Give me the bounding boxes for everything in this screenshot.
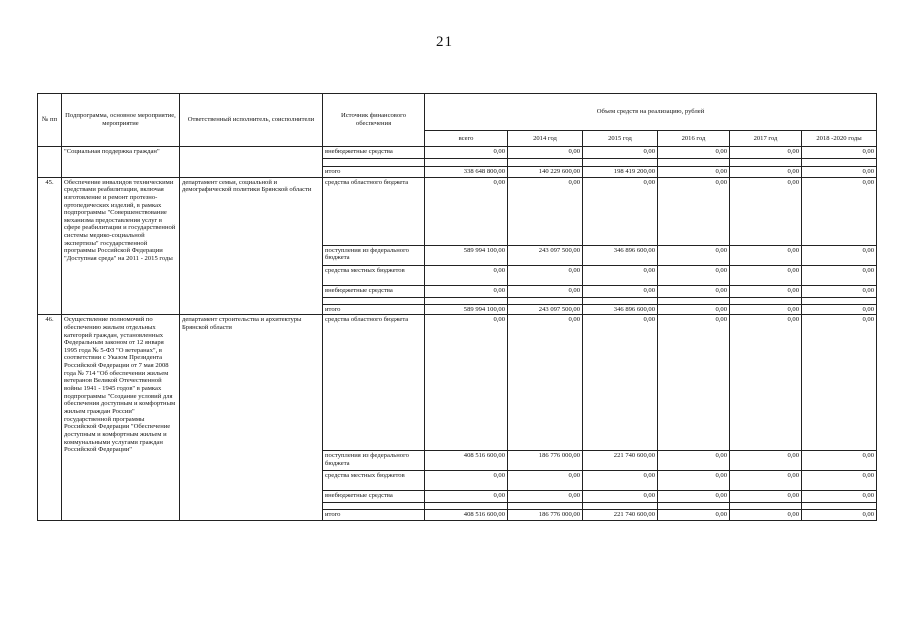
header-year-2015: 2015 год: [583, 131, 658, 147]
source-cell: поступления из федерального бюджета: [323, 451, 425, 471]
value-cell: 0,00: [802, 304, 877, 315]
value-cell: 0,00: [658, 147, 730, 159]
value-cell: 0,00: [802, 510, 877, 521]
source-cell: поступления из федерального бюджета: [323, 245, 425, 265]
value-cell: 0,00: [658, 177, 730, 245]
budget-table: [37, 93, 877, 521]
value-cell: 186 776 000,00: [508, 510, 583, 521]
value-cell: 0,00: [508, 471, 583, 491]
value-cell: 408 516 600,00: [425, 451, 508, 471]
value-cell: [802, 503, 877, 510]
value-cell: [802, 297, 877, 304]
value-cell: 0,00: [730, 285, 802, 297]
source-cell: итого: [323, 167, 425, 178]
value-cell: 589 994 100,00: [425, 304, 508, 315]
value-cell: [802, 159, 877, 167]
header-year-2016: 2016 год: [658, 131, 730, 147]
table-row: [38, 177, 877, 245]
value-cell: [658, 503, 730, 510]
value-cell: 0,00: [583, 285, 658, 297]
value-cell: 0,00: [730, 265, 802, 285]
source-cell: итого: [323, 304, 425, 315]
value-cell: 0,00: [425, 177, 508, 245]
value-cell: 243 097 500,00: [508, 304, 583, 315]
program-cell: "Социальная поддержка граждан": [62, 147, 180, 178]
source-cell: внебюджетные средства: [323, 285, 425, 297]
header-year-2018-2020: 2018 -2020 годы: [802, 131, 877, 147]
value-cell: [583, 159, 658, 167]
value-cell: [730, 159, 802, 167]
value-cell: [583, 503, 658, 510]
value-cell: 186 776 000,00: [508, 451, 583, 471]
value-cell: 0,00: [730, 510, 802, 521]
executor-cell: [180, 147, 323, 178]
value-cell: 0,00: [658, 315, 730, 451]
value-cell: 0,00: [802, 167, 877, 178]
value-cell: 0,00: [583, 147, 658, 159]
value-cell: 221 740 600,00: [583, 451, 658, 471]
value-cell: [583, 297, 658, 304]
value-cell: 0,00: [802, 285, 877, 297]
value-cell: 0,00: [802, 147, 877, 159]
value-cell: 0,00: [583, 491, 658, 503]
value-cell: 346 896 600,00: [583, 245, 658, 265]
value-cell: 0,00: [508, 315, 583, 451]
source-cell: [323, 159, 425, 167]
value-cell: 0,00: [508, 285, 583, 297]
header-year-2017: 2017 год: [730, 131, 802, 147]
value-cell: [425, 297, 508, 304]
value-cell: 0,00: [802, 451, 877, 471]
value-cell: 0,00: [425, 147, 508, 159]
value-cell: 0,00: [802, 265, 877, 285]
program-cell: Осуществление полномочий по обеспечению жильем отдельных категорий граждан, установленных Федеральным законом от 12 января 1995 года № 5-ФЗ "О ветеранах", в соответствии с Указом Президента Российской Федерации от 7 мая 2008 года № 714 "Об обеспечении жильем ветеранов Великой Отечественной войны 1941 - 1945 годов" в рамках подпрограммы "Создание условий для обеспечения доступным и комфортным жильем граждан России" государственной программы Российской Федерации "Обеспечение доступным и комфортным жильем и коммунальными услугами граждан Российской Федерации": [62, 315, 180, 521]
value-cell: 0,00: [802, 315, 877, 451]
source-cell: внебюджетные средства: [323, 147, 425, 159]
value-cell: 0,00: [583, 177, 658, 245]
executor-cell: департамент семьи, социальной и демографической политики Брянской области: [180, 177, 323, 315]
value-cell: 0,00: [658, 245, 730, 265]
value-cell: 0,00: [658, 491, 730, 503]
value-cell: 589 994 100,00: [425, 245, 508, 265]
value-cell: [425, 503, 508, 510]
value-cell: 0,00: [425, 491, 508, 503]
value-cell: 0,00: [583, 265, 658, 285]
value-cell: 243 097 500,00: [508, 245, 583, 265]
value-cell: 0,00: [658, 285, 730, 297]
value-cell: 198 419 200,00: [583, 167, 658, 178]
value-cell: 221 740 600,00: [583, 510, 658, 521]
value-cell: 0,00: [583, 315, 658, 451]
value-cell: 140 229 600,00: [508, 167, 583, 178]
value-cell: 0,00: [658, 304, 730, 315]
header-number: № пп: [38, 94, 62, 147]
value-cell: [730, 503, 802, 510]
executor-cell: департамент строительства и архитектуры Брянской области: [180, 315, 323, 521]
table-row: [38, 315, 877, 451]
source-cell: средства местных бюджетов: [323, 265, 425, 285]
value-cell: 0,00: [802, 491, 877, 503]
program-cell: Обеспечение инвалидов техническими средствами реабилитации, включая изготовление и ремонт протезно-ортопедических изделий, в рамках подпрограммы "Совершенствование механизма предоставления услуг в сфере реабилитации и государственной системы медико-социальной экспертизы" государственной программы Российской Федерации "Доступная среда" на 2011 - 2015 годы: [62, 177, 180, 315]
source-cell: итого: [323, 510, 425, 521]
value-cell: 0,00: [802, 177, 877, 245]
value-cell: 0,00: [730, 245, 802, 265]
page-number: 21: [436, 34, 453, 50]
value-cell: 408 516 600,00: [425, 510, 508, 521]
header-year-total: всего: [425, 131, 508, 147]
value-cell: 0,00: [508, 177, 583, 245]
value-cell: 0,00: [730, 491, 802, 503]
header-source: Источник финансового обеспечения: [323, 94, 425, 147]
table-body: [38, 147, 877, 521]
value-cell: 0,00: [730, 147, 802, 159]
row-number-cell: 46.: [38, 315, 62, 521]
table-header: [38, 94, 877, 147]
value-cell: 0,00: [425, 265, 508, 285]
value-cell: 346 896 600,00: [583, 304, 658, 315]
value-cell: 0,00: [508, 491, 583, 503]
value-cell: 0,00: [658, 510, 730, 521]
value-cell: 338 648 800,00: [425, 167, 508, 178]
row-number-cell: [38, 147, 62, 178]
source-cell: средства местных бюджетов: [323, 471, 425, 491]
value-cell: [658, 297, 730, 304]
value-cell: 0,00: [658, 451, 730, 471]
header-amount: Объем средств на реализацию, рублей: [425, 94, 877, 131]
value-cell: [508, 503, 583, 510]
table-row: [38, 147, 877, 159]
value-cell: [425, 159, 508, 167]
value-cell: 0,00: [802, 245, 877, 265]
header-year-2014: 2014 год: [508, 131, 583, 147]
value-cell: 0,00: [658, 471, 730, 491]
value-cell: [730, 297, 802, 304]
value-cell: 0,00: [508, 265, 583, 285]
header-executor: Ответственный исполнитель, соисполнители: [180, 94, 323, 147]
value-cell: 0,00: [508, 147, 583, 159]
value-cell: 0,00: [658, 265, 730, 285]
source-cell: [323, 297, 425, 304]
value-cell: 0,00: [730, 167, 802, 178]
source-cell: средства областного бюджета: [323, 177, 425, 245]
source-cell: [323, 503, 425, 510]
value-cell: 0,00: [802, 471, 877, 491]
value-cell: 0,00: [425, 315, 508, 451]
value-cell: [508, 297, 583, 304]
value-cell: 0,00: [730, 471, 802, 491]
value-cell: 0,00: [730, 177, 802, 245]
value-cell: 0,00: [730, 304, 802, 315]
value-cell: [658, 159, 730, 167]
value-cell: 0,00: [658, 167, 730, 178]
value-cell: 0,00: [583, 471, 658, 491]
value-cell: 0,00: [425, 471, 508, 491]
row-number-cell: 45.: [38, 177, 62, 315]
header-program: Подпрограмма, основное мероприятие, мероприятие: [62, 94, 180, 147]
value-cell: 0,00: [730, 315, 802, 451]
value-cell: 0,00: [425, 285, 508, 297]
source-cell: внебюджетные средства: [323, 491, 425, 503]
value-cell: 0,00: [730, 451, 802, 471]
source-cell: средства областного бюджета: [323, 315, 425, 451]
value-cell: [508, 159, 583, 167]
